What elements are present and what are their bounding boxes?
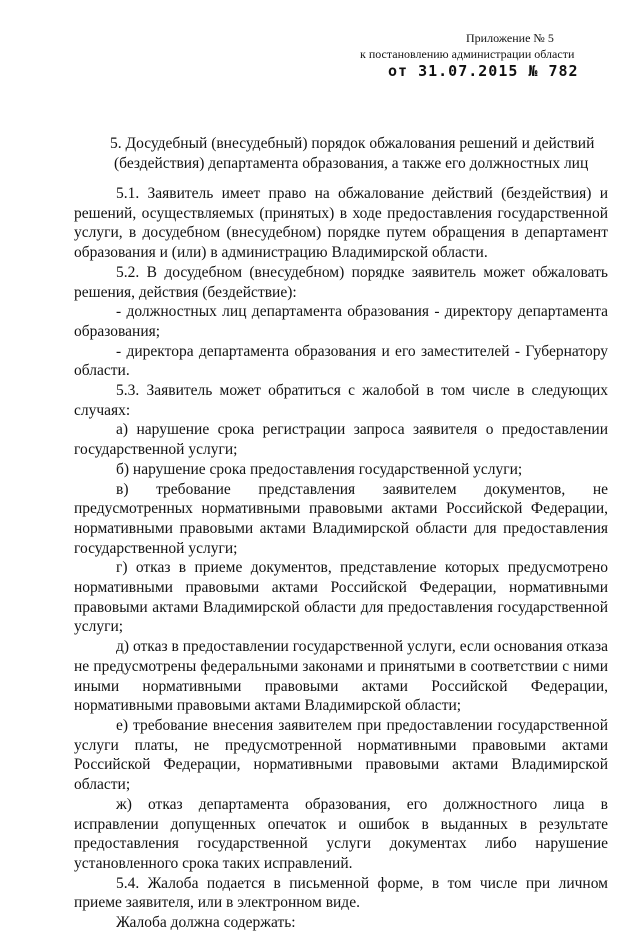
appendix-number: Приложение № 5 [466,31,554,45]
list-item-g: г) отказ в приеме документов, представление которых предусмотрено нормативными правовыми актами Российской Федерации, нормативными правовыми актами Владимирской области для предоставления государственной услуги; [74,559,608,636]
resolution-reference: к постановлению администрации области [360,47,575,61]
paragraph-5-3: 5.3. Заявитель может обратиться с жалобой в том числе в следующих случаях: [74,382,608,419]
list-item-e: е) требование внесения заявителем при предоставлении государственной услуги платы, не предусмотренной нормативными правовыми актами Российской Федерации, нормативными правовыми актами Владимирской области; [74,716,608,794]
section-title-line-2: (бездействия) департамента образования, а также его должностных лиц [114,155,589,172]
section-title [110,134,620,174]
paragraph-complaint-contents: Жалоба должна содержать: [116,914,296,932]
list-item-director: - директора департамента образования и его заместителей - Губернатору области. [74,342,608,380]
list-item-v: в) требование представления заявителем документов, не предусмотренных нормативными правовыми актами Российской Федерации, нормативными правовыми актами Владимирской области для предоставления государственной услуги; [74,480,608,557]
paragraph-5-2: 5.2. В досудебном (внесудебном) порядке заявитель может обжаловать решения, действия (бездействие): [74,263,608,301]
document-body [74,184,608,933]
list-item-d: д) отказ в предоставлении государственной услуги, если основания отказа не предусмотрены федеральными законами и принятыми в соответствии с ними иными нормативными правовыми актами Российской Федерации, нормативными правовыми актами Владимирской области; [74,638,608,715]
section-title-line-1: 5. Досудебный (внесудебный) порядок обжалования решений и действий [110,135,595,152]
list-item-b: б) нарушение срока предоставления государственной услуги; [116,460,523,478]
list-item-a: а) нарушение срока регистрации запроса заявителя о предоставлении государственной услуги; [74,421,608,459]
paragraph-5-1: 5.1. Заявитель имеет право на обжалование действий (бездействия) и решений, осуществляемых (принятых) в ходе предоставления государственной услуги, в досудебном (внесудебном) порядке путем обращения в департамент образования и (или) в администрацию Владимирской области. [74,185,608,262]
date-number-stamp: от 31.07.2015 № 782 [388,62,579,80]
appendix-header [360,30,620,79]
paragraph-5-4: 5.4. Жалоба подается в письменной форме, в том числе при личном приеме заявителя, или в электронном виде. [74,874,608,912]
list-item-officials: - должностных лиц департамента образования - директору департамента образования; [74,303,608,340]
list-item-zh: ж) отказ департамента образования, его должностного лица в исправлении допущенных опечаток и ошибок в выданных в результате предоставления государственной услуги документах либо нарушение установленного срока таких исправлений. [74,795,608,872]
